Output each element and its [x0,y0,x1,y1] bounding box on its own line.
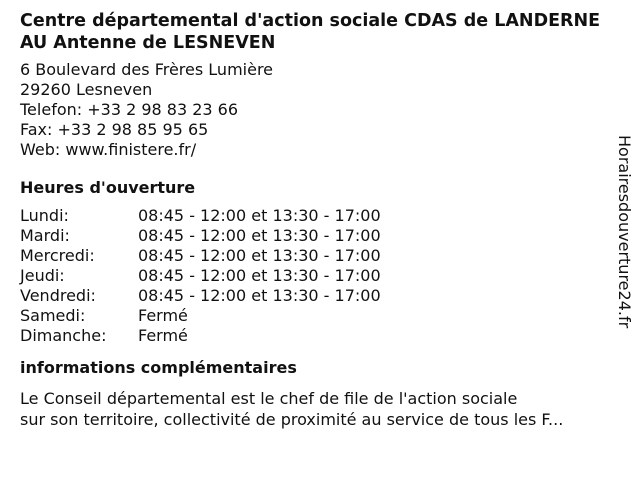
site-watermark: Horairesdouverture24.fr [615,135,634,329]
hours-row-friday [20,286,610,306]
business-title: Centre départemental d'action sociale CDAS de LANDERNEAU Antenne de LESNEVEN [20,11,601,53]
day-label: Mardi: [20,226,70,245]
phone-number: Telefon: +33 2 98 83 23 66 [20,100,239,119]
info-line-2: sur son territoire, collectivité de proximité au service de tous les F... [20,410,564,429]
hours-row-wednesday [20,246,610,266]
business-card [20,10,610,430]
additional-info-text [20,388,610,430]
day-hours: 08:45 - 12:00 et 13:30 - 17:00 [138,286,381,305]
day-hours: 08:45 - 12:00 et 13:30 - 17:00 [138,226,381,245]
contact-block [20,60,610,160]
fax-number: Fax: +33 2 98 85 95 65 [20,120,209,139]
day-label: Lundi: [20,206,69,225]
info-line-1: Le Conseil départemental est le chef de file de l'action sociale [20,389,518,408]
hours-row-tuesday [20,226,610,246]
hours-row-saturday [20,306,610,326]
hours-row-thursday [20,266,610,286]
hours-row-sunday [20,326,610,346]
day-label: Jeudi: [20,266,65,285]
address-street: 6 Boulevard des Frères Lumière [20,60,274,79]
day-hours: Fermé [138,326,188,345]
day-hours: 08:45 - 12:00 et 13:30 - 17:00 [138,246,381,265]
day-label: Vendredi: [20,286,96,305]
day-hours: 08:45 - 12:00 et 13:30 - 17:00 [138,266,381,285]
day-label: Samedi: [20,306,86,325]
day-label: Dimanche: [20,326,107,345]
opening-hours-table [20,206,610,346]
additional-info-heading: informations complémentaires [20,358,297,377]
day-hours: Fermé [138,306,188,325]
website: Web: www.finistere.fr/ [20,140,197,159]
day-hours: 08:45 - 12:00 et 13:30 - 17:00 [138,206,381,225]
address-city: 29260 Lesneven [20,80,153,99]
opening-hours-heading: Heures d'ouverture [20,178,196,197]
hours-row-monday [20,206,610,226]
day-label: Mercredi: [20,246,95,265]
